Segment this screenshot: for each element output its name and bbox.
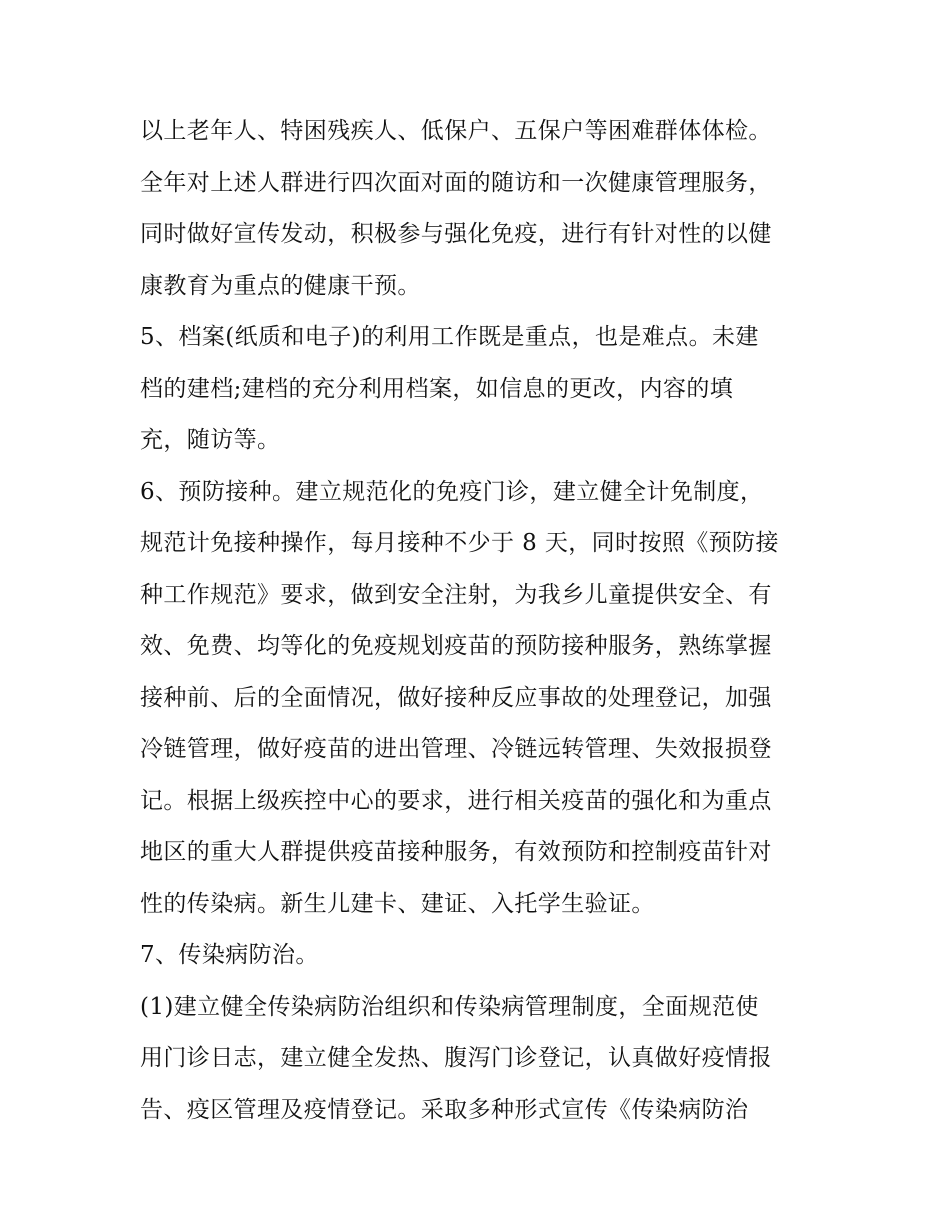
section-7-heading-line: 7、传染病防治。	[140, 942, 319, 968]
text-line: 康教育为重点的健康干预。	[140, 272, 421, 299]
subsection-1-line: (1)建立健全传染病防治组织和传染病管理制度，全面规范使	[140, 993, 759, 1020]
text-line: 接种前、后的全面情况，做好接种反应事故的处理登记，加强	[140, 684, 772, 711]
document-text-body	[140, 106, 830, 1136]
section-5-heading-line: 5、档案(纸质和电子)的利用工作既是重点，也是难点。未建	[140, 324, 759, 350]
text-line: 以上老年人、特困残疾人、低保户、五保户等困难群体体检。	[140, 118, 772, 144]
text-line: 档的建档;建档的充分利用档案，如信息的更改，内容的填	[140, 375, 734, 402]
text-line: 冷链管理，做好疫苗的进出管理、冷链远转管理、失效报损登	[140, 736, 772, 762]
text-line: 种工作规范》要求，做到安全注射，为我乡儿童提供安全、有	[140, 581, 772, 608]
text-line: 性的传染病。新生儿建卡、建证、入托学生验证。	[140, 890, 655, 917]
text-line: 规范计免接种操作，每月接种不少于 8 天，同时按照《预防接	[140, 530, 779, 556]
section-6-heading-line: 6、预防接种。建立规范化的免疫门诊，建立健全计免制度，	[140, 478, 764, 505]
text-line: 告、疫区管理及疫情登记。采取多种形式宣传《传染病防治	[140, 1096, 749, 1123]
text-line: 记。根据上级疾控中心的要求，进行相关疫苗的强化和为重点	[140, 787, 772, 814]
text-line: 充，随访等。	[140, 427, 281, 453]
text-line: 地区的重大人群提供疫苗接种服务，有效预防和控制疫苗针对	[140, 839, 772, 865]
text-line: 用门诊日志，建立健全发热、腹泻门诊登记，认真做好疫情报	[140, 1045, 772, 1071]
text-line: 同时做好宣传发动，积极参与强化免疫，进行有针对性的以健	[140, 221, 772, 247]
text-line: 效、免费、均等化的免疫规划疫苗的预防接种服务，熟练掌握	[140, 633, 772, 659]
text-line: 全年对上述人群进行四次面对面的随访和一次健康管理服务，	[140, 169, 772, 196]
